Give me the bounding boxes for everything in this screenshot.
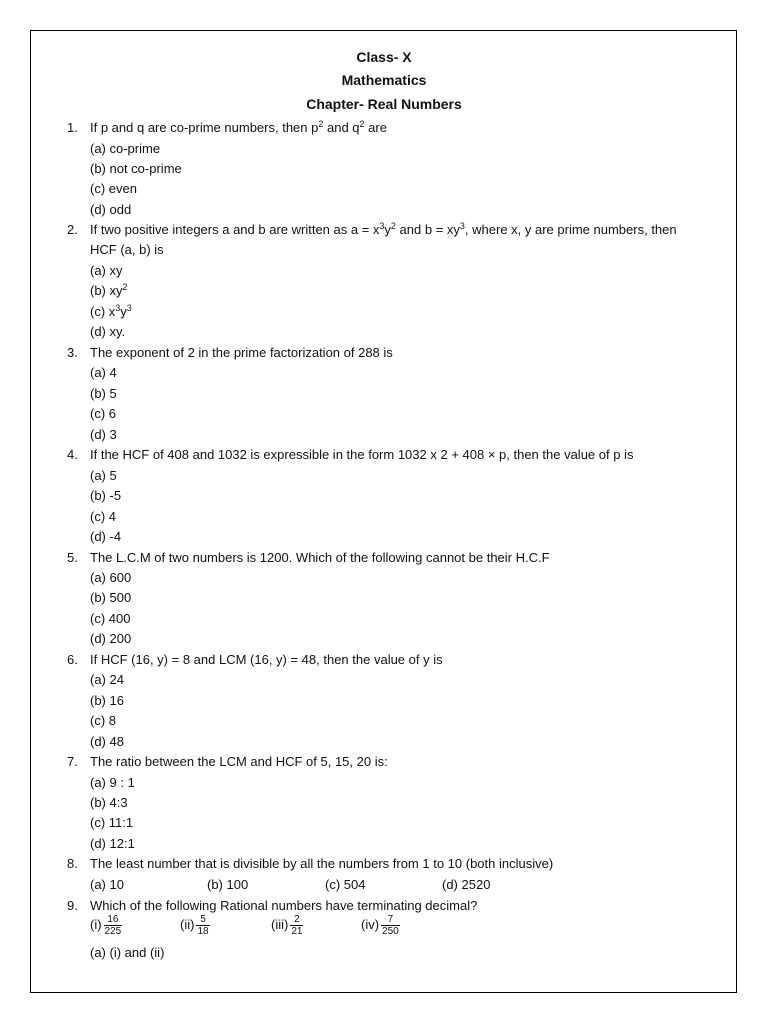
question-number: 6. xyxy=(67,652,78,667)
option: (d) -4 xyxy=(90,529,122,544)
question-text: If p and q are co-prime numbers, then $p^2$ and $q^2$ are xyxy=(90,119,387,135)
question-text: The exponent of 2 in the prime factorization of 288 is xyxy=(90,345,393,360)
question-number: 2. xyxy=(67,222,78,237)
question-number: 9. xyxy=(67,898,78,913)
class-heading: Class- X xyxy=(356,49,412,65)
chapter-heading: Chapter- Real Numbers xyxy=(306,96,462,112)
option: (d) 200 xyxy=(90,631,132,646)
question-number: 8. xyxy=(67,856,78,871)
fraction-option: (iv) $\frac{7}{250}$ xyxy=(361,914,399,937)
question-text: If two positive integers a and b are written as $a = x^3y^2$ and $b = xy^3$, where x, y are prime numbers, then xyxy=(90,221,677,237)
question-text-line2: HCF (a, b) is xyxy=(90,242,164,257)
question-number: 5. xyxy=(67,550,78,565)
question-number: 7. xyxy=(67,754,78,769)
option: (c) $x^3y^3$ xyxy=(90,303,132,319)
question-text: If HCF (16, y) = 8 and LCM (16, y) = 48, then the value of y is xyxy=(90,652,443,667)
option: (a) xy xyxy=(90,263,123,278)
question-number: 1. xyxy=(67,120,78,135)
option: (c) 400 xyxy=(90,611,131,626)
option: (b) $xy^2$ xyxy=(90,282,128,298)
option: (b) 100 xyxy=(207,877,249,892)
subject-heading: Mathematics xyxy=(341,72,427,88)
fraction-option: (iii) $\frac{2}{21}$ xyxy=(271,914,303,937)
question-text: The least number that is divisible by all the numbers from 1 to 10 (both inclusive) xyxy=(90,856,554,871)
option: (c) 504 xyxy=(325,877,366,892)
question-text: If the HCF of 408 and 1032 is expressible in the form 1032 x 2 + 408 × p, then the value of p is xyxy=(90,447,634,462)
option: (a) co-prime xyxy=(90,141,161,156)
option: (d) 48 xyxy=(90,734,124,749)
fraction-option: (ii) $\frac{5}{18}$ xyxy=(180,914,209,937)
option: (a) 4 xyxy=(90,365,117,380)
option: (c) 8 xyxy=(90,713,116,728)
option: (b) -5 xyxy=(90,488,122,503)
option: (c) 6 xyxy=(90,406,116,421)
question-text: Which of the following Rational numbers have terminating decimal? xyxy=(90,898,478,913)
option: (b) not co-prime xyxy=(90,161,182,176)
question-number: 4. xyxy=(67,447,78,462)
option: (b) 5 xyxy=(90,386,117,401)
option: (c) 4 xyxy=(90,509,116,524)
option: (a) 5 xyxy=(90,468,117,483)
question-text: The L.C.M of two numbers is 1200. Which of the following cannot be their H.C.F xyxy=(90,550,550,565)
question-text: The ratio between the LCM and HCF of 5, 15, 20 is: xyxy=(90,754,388,769)
option: (d) 12:1 xyxy=(90,836,135,851)
option: (a) 24 xyxy=(90,672,124,687)
option: (b) 500 xyxy=(90,590,132,605)
option: (b) 4:3 xyxy=(90,795,128,810)
option: (d) odd xyxy=(90,202,132,217)
option: (a) 9 : 1 xyxy=(90,775,135,790)
question-number: 3. xyxy=(67,345,78,360)
option: (a) 600 xyxy=(90,570,132,585)
option: (c) even xyxy=(90,181,137,196)
option: (c) 11:1 xyxy=(90,815,134,830)
option: (d) 3 xyxy=(90,427,117,442)
option: (b) 16 xyxy=(90,693,124,708)
option: (a) 10 xyxy=(90,877,124,892)
fraction-option: (i) $\frac{16}{225}$ xyxy=(90,914,122,937)
option: (d) 2520 xyxy=(442,877,491,892)
option: (a) (i) and (ii) xyxy=(90,945,165,960)
option: (d) xy. xyxy=(90,324,126,339)
